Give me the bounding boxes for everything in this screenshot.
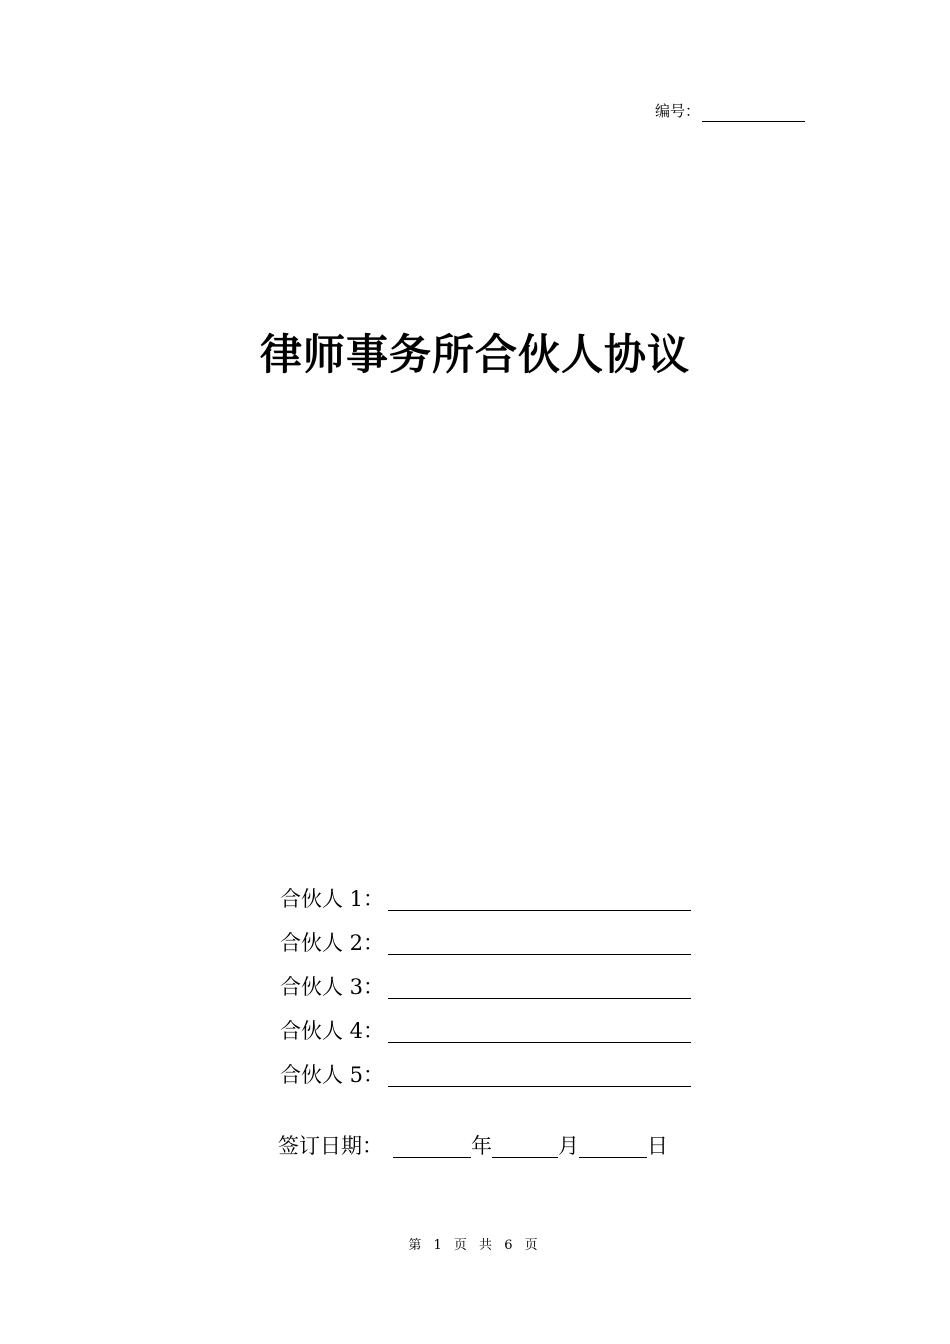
signing-month-unit: 月 <box>558 1134 579 1158</box>
partner-signature-line-2 <box>388 928 691 955</box>
partners-section <box>280 870 700 1090</box>
signing-year-blank <box>393 1131 471 1158</box>
partner-row-2 <box>280 914 700 958</box>
signing-day-unit: 日 <box>647 1134 668 1158</box>
partner-label-2: 合伙人 2： <box>280 931 385 955</box>
document-number-blank <box>702 103 805 122</box>
partner-signature-line-5 <box>388 1060 691 1087</box>
partner-signature-line-1 <box>388 884 691 911</box>
partner-label-1: 合伙人 1： <box>280 887 385 911</box>
partner-signature-line-3 <box>388 972 691 999</box>
document-title: 律师事务所合伙人协议 <box>259 330 690 379</box>
partner-row-4 <box>280 1002 700 1046</box>
partner-label-5: 合伙人 5： <box>280 1063 385 1087</box>
page-footer: 第 1 页 共 6 页 <box>408 1238 542 1253</box>
partner-label-4: 合伙人 4： <box>280 1019 385 1043</box>
partner-row-5 <box>280 1046 700 1090</box>
signing-day-blank <box>579 1131 647 1158</box>
partner-row-3 <box>280 958 700 1002</box>
signing-month-blank <box>492 1131 558 1158</box>
document-number-row <box>655 100 805 122</box>
document-number-label: 编号： <box>655 102 701 120</box>
signing-date-row <box>278 1131 668 1161</box>
partner-label-3: 合伙人 3： <box>280 975 385 999</box>
signing-year-unit: 年 <box>471 1134 492 1158</box>
partner-signature-line-4 <box>388 1016 691 1043</box>
signing-date-label: 签订日期： <box>278 1134 383 1158</box>
partner-row-1 <box>280 870 700 914</box>
